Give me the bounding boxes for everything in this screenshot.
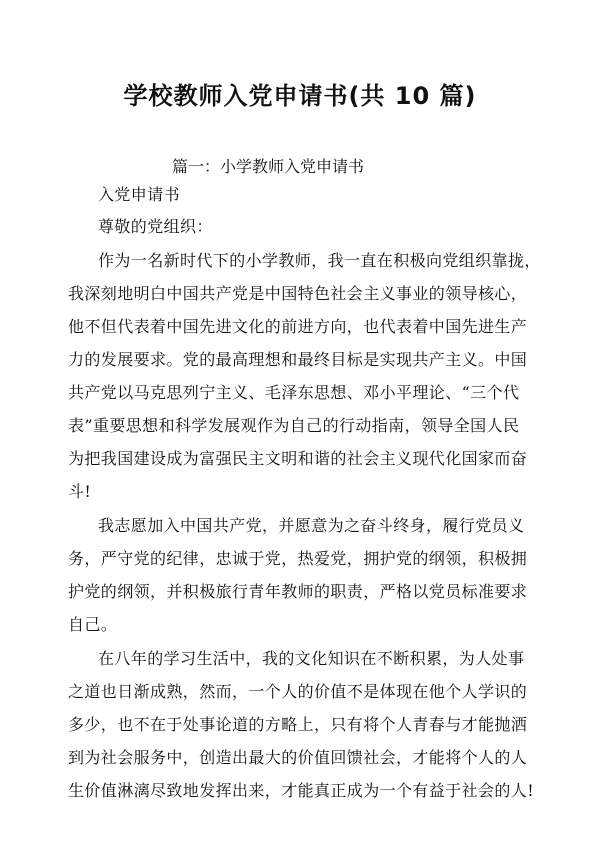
document-title: 学校教师入党申请书(共 10 篇)	[123, 82, 477, 110]
paragraph-3-line-5: 生价值淋漓尽致地发挥出来，才能真正成为一个有益于社会的人!	[68, 781, 535, 800]
section-subtitle: 篇一：小学教师入党申请书	[172, 157, 365, 176]
paragraph-3-line-4: 到为社会服务中，创造出最大的价值回馈社会，才能将个人的人	[68, 748, 528, 767]
paragraph-1-line-2: 我深刻地明白中国共产党是中国特色社会主义事业的领导核心，	[68, 284, 528, 303]
paragraph-1-line-8: 斗!	[68, 482, 92, 501]
paragraph-3-line-1: 在八年的学习生活中，我的文化知识在不断积累，为人处事	[98, 649, 525, 668]
salutation: 尊敬的党组织：	[98, 217, 213, 236]
paragraph-1-line-7: 为把我国建设成为富强民主文明和谐的社会主义现代化国家而奋	[68, 449, 528, 468]
letter-heading: 入党申请书	[98, 185, 181, 204]
paragraph-1-line-1: 作为一名新时代下的小学教师，我一直在积极向党组织靠拢，	[98, 251, 541, 270]
paragraph-1-line-4: 力的发展要求。党的最高理想和最终目标是实现共产主义。中国	[68, 350, 528, 369]
paragraph-2-line-3: 护党的纲领，并积极旅行青年教师的职责，严格以党员标准要求	[68, 582, 528, 601]
paragraph-1-line-3: 他不但代表着中国先进文化的前进方向，也代表着中国先进生产	[68, 317, 528, 336]
paragraph-1-line-6: 表”重要思想和科学发展观作为自己的行动指南，领导全国人民	[68, 416, 520, 435]
paragraph-2-line-2: 务，严守党的纪律，忠诚于党，热爱党，拥护党的纲领，积极拥	[68, 549, 528, 568]
paragraph-1-line-5: 共产党以马克思列宁主义、毛泽东思想、邓小平理论、“三个代	[68, 383, 520, 402]
paragraph-2-line-1: 我志愿加入中国共产党，并愿意为之奋斗终身，履行党员义	[98, 516, 525, 535]
paragraph-2-line-4: 自己。	[68, 615, 118, 634]
paragraph-3-line-3: 多少，也不在于处事论道的方略上，只有将个人青春与才能抛洒	[68, 715, 528, 734]
paragraph-3-line-2: 之道也日渐成熟，然而，一个人的价值不是体现在他个人学识的	[68, 682, 528, 701]
